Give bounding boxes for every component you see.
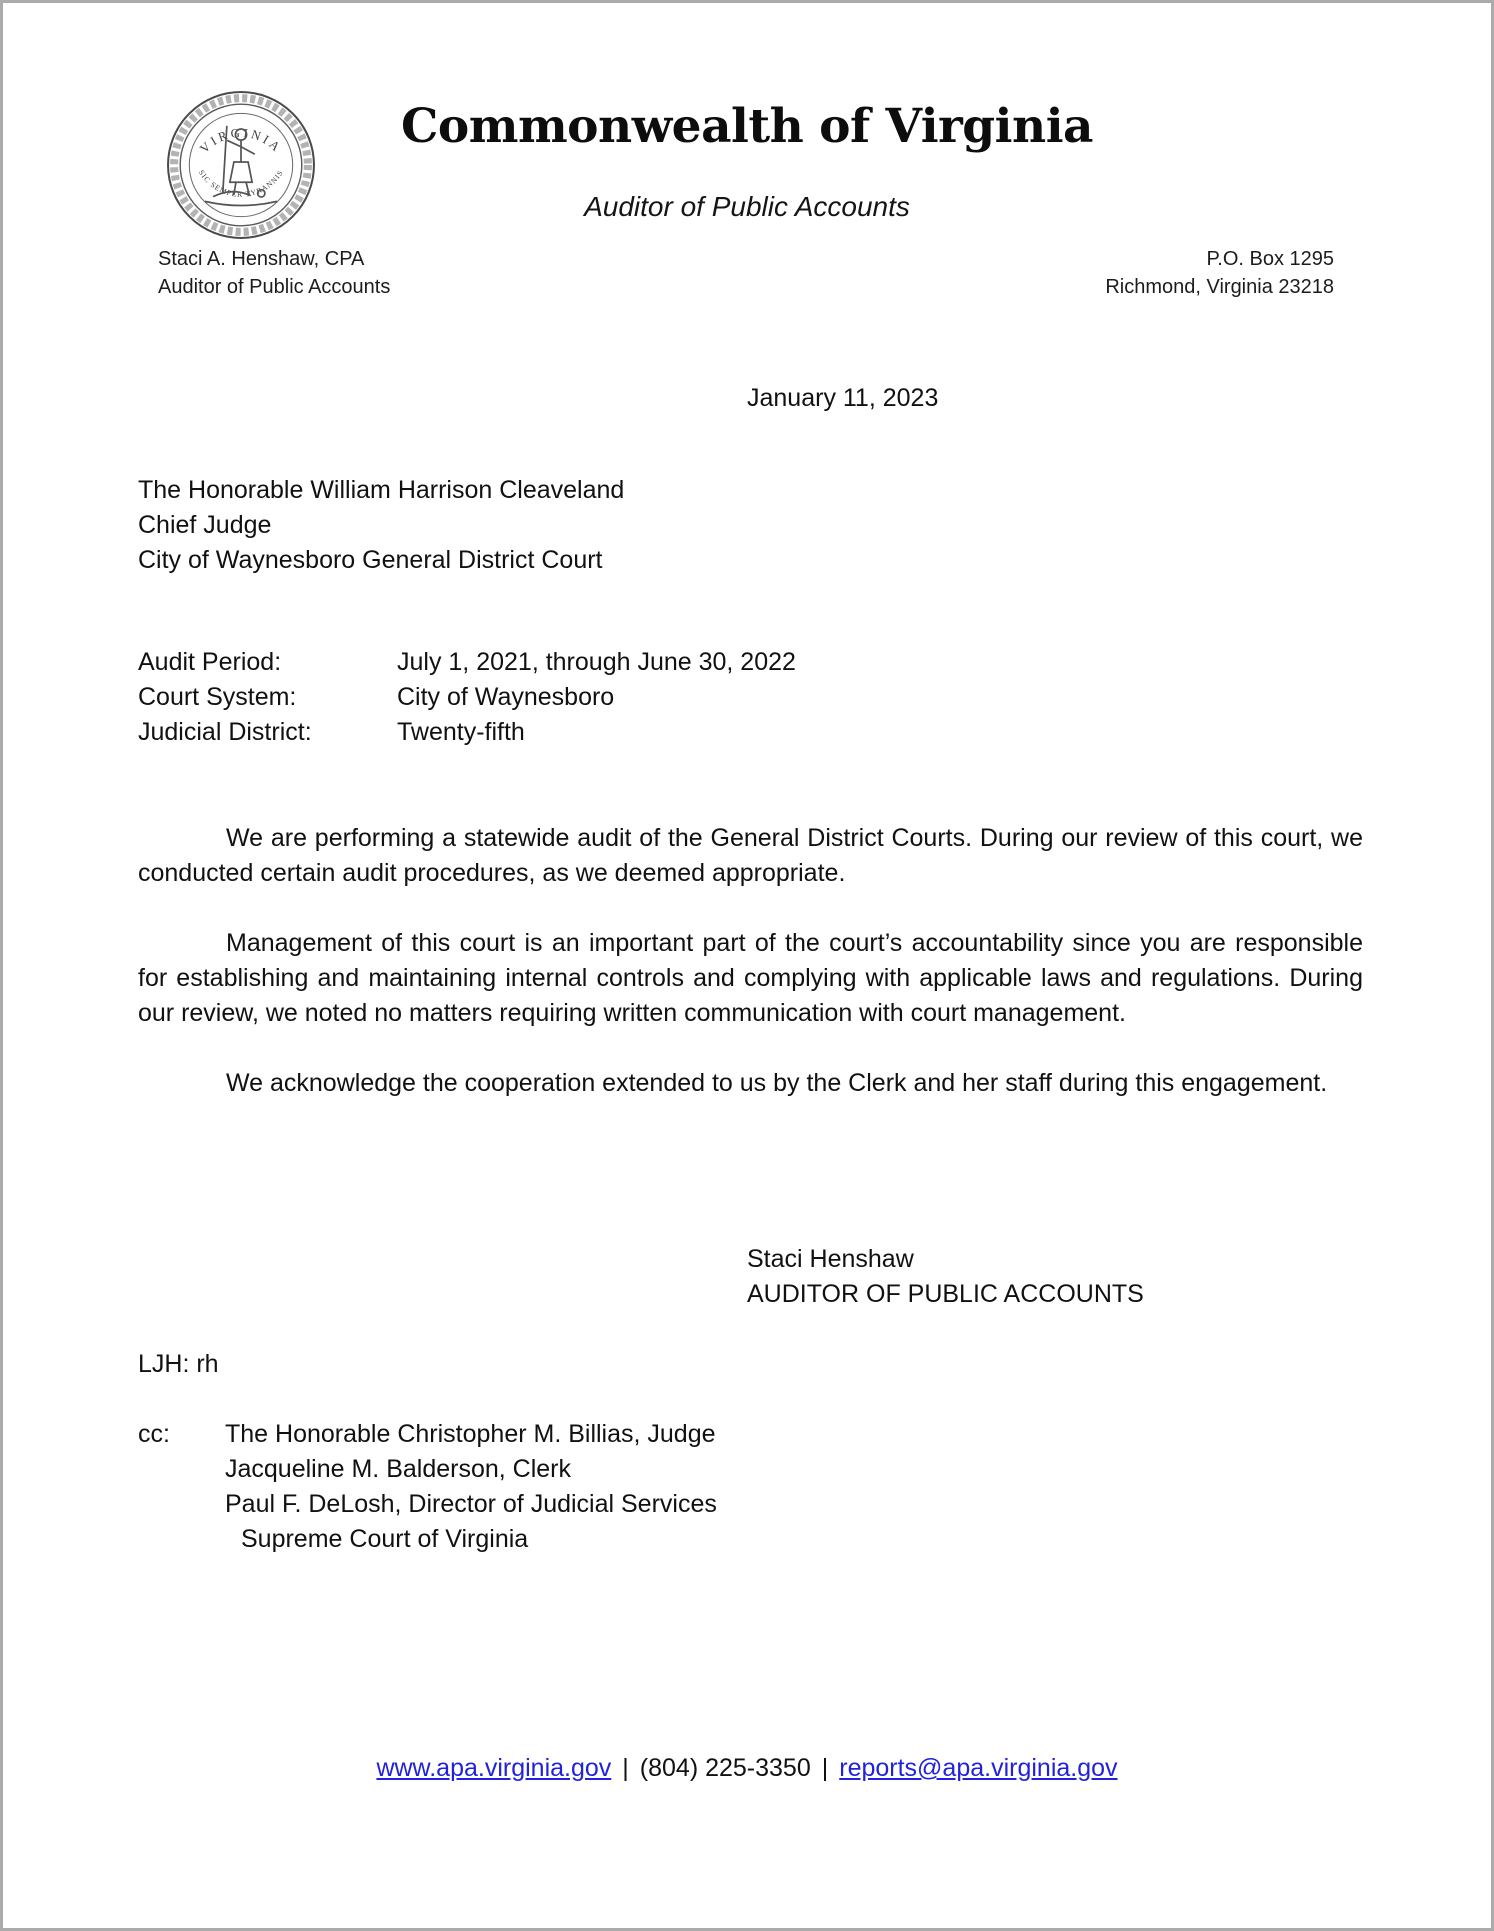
cc-name: Jacqueline M. Balderson, Clerk: [225, 1455, 571, 1483]
audit-info-label: Audit Period:: [138, 648, 282, 676]
cc-block: [138, 1417, 717, 1557]
letter-date: January 11, 2023: [747, 384, 939, 412]
cc-row: [138, 1487, 717, 1522]
auditor-contact-line: Staci A. Henshaw, CPA: [158, 248, 365, 270]
body-paragraph: We acknowledge the cooperation extended to us by the Clerk and her staff during this engagement.: [226, 1069, 1328, 1097]
audit-info-row: [138, 715, 796, 750]
signature-block: [747, 1242, 1144, 1312]
office-address-line: Richmond, Virginia 23218: [1105, 276, 1334, 298]
audit-info-value: July 1, 2021, through June 30, 2022: [397, 648, 796, 676]
page-footer: [3, 1751, 1491, 1786]
audit-info-label: Judicial District:: [138, 718, 312, 746]
office-address-block: [1105, 245, 1334, 301]
cc-name: The Honorable Christopher M. Billias, Judge: [225, 1420, 716, 1448]
letterhead-title: Commonwealth of Virginia: [400, 99, 1094, 154]
audit-info-label: Court System:: [138, 683, 297, 711]
body-paragraph: Management of this court is an important part of the court’s accountability since you are responsible for establishing and maintaining internal controls and complying with applicable laws and regulations. During our review, we noted no matters requiring written communication with court management.: [138, 929, 1363, 1027]
cc-label: [138, 1522, 225, 1557]
recipient-block: [138, 473, 624, 578]
signature-title: AUDITOR OF PUBLIC ACCOUNTS: [747, 1280, 1144, 1308]
cc-label: [138, 1487, 225, 1522]
cc-name: Paul F. DeLosh, Director of Judicial Services: [225, 1490, 717, 1518]
auditor-name-block: [158, 245, 390, 301]
cc-row: [138, 1452, 717, 1487]
footer-separator: |: [622, 1754, 629, 1782]
audit-info-row: [138, 680, 796, 715]
cc-label: [138, 1452, 225, 1487]
typist-initials: LJH: rh: [138, 1350, 219, 1378]
recipient-line: City of Waynesboro General District Court: [138, 546, 603, 574]
recipient-line: The Honorable William Harrison Cleaveland: [138, 476, 625, 504]
seal-motto-text: SIC SEMPER TYRANNIS: [196, 168, 286, 199]
footer-separator: |: [821, 1754, 829, 1782]
letterhead-subtitle: Auditor of Public Accounts: [584, 191, 910, 222]
cc-row: [138, 1522, 717, 1557]
cc-row: [138, 1417, 717, 1452]
audit-info-table: [138, 645, 796, 750]
cc-label: cc:: [138, 1420, 170, 1448]
letter-body: [138, 821, 1363, 1101]
cc-name: Supreme Court of Virginia: [241, 1525, 529, 1553]
phone-number: (804) 225-3350: [639, 1754, 811, 1782]
email-link[interactable]: reports@apa.virginia.gov: [839, 1754, 1118, 1782]
office-address-line: P.O. Box 1295: [1206, 248, 1334, 270]
audit-info-value: City of Waynesboro: [397, 683, 615, 711]
recipient-line: Chief Judge: [138, 511, 272, 539]
signature-name: Staci Henshaw: [747, 1245, 914, 1273]
auditor-contact-line: Auditor of Public Accounts: [158, 276, 391, 298]
website-link[interactable]: www.apa.virginia.gov: [376, 1754, 612, 1782]
audit-info-row: [138, 645, 796, 680]
seal-top-text: VIRGINIA: [197, 125, 285, 156]
audit-info-value: Twenty-fifth: [397, 718, 525, 746]
body-paragraph: We are performing a statewide audit of the General District Courts. During our review of this court, we conducted certain audit procedures, as we deemed appropriate.: [138, 824, 1363, 887]
